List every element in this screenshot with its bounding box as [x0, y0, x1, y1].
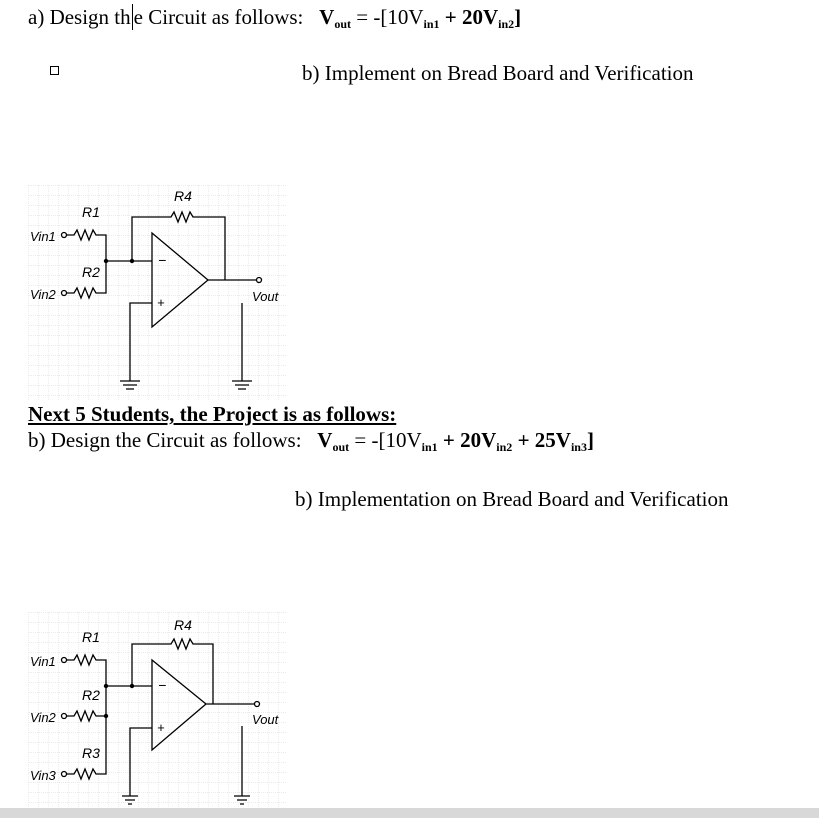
vin2-label: Vin2 [30, 710, 56, 725]
r4-label: R4 [174, 188, 192, 204]
formula-b-eq: = -[10V [349, 428, 422, 452]
vout-symbol: V [317, 428, 333, 452]
vin3-label: Vin3 [30, 768, 56, 783]
grid-background [28, 612, 286, 808]
vout-symbol: V [319, 5, 335, 29]
circuit-diagram-2 [28, 612, 286, 808]
formula-a-mid: + 20V [439, 5, 499, 29]
formula-a-sub1: in1 [423, 17, 440, 31]
implement-a: b) Implement on Bread Board and Verification [302, 61, 694, 85]
formula-b-mid: + 20V [437, 428, 497, 452]
r4-label: R4 [174, 617, 192, 633]
circuit-1-svg [28, 185, 286, 400]
minus-sign: − [158, 252, 167, 268]
next-students-title: Next 5 Students, the Project is as follows: [28, 402, 397, 426]
vout-label: Vout [252, 712, 279, 727]
plus-sign: + [157, 295, 165, 310]
heading-b [28, 428, 594, 452]
formula-b-end: ] [586, 428, 594, 452]
bullet-marker [50, 66, 59, 75]
plus-sign: + [157, 720, 165, 735]
formula-a-end: ] [514, 5, 522, 29]
junction-dot [130, 684, 134, 688]
heading-a-prefix-rest: e Circuit as follows: [133, 5, 304, 29]
r1-label: R1 [82, 629, 100, 645]
vout-sub: out [334, 17, 351, 31]
vout-sub: out [332, 440, 350, 454]
r2-label: R2 [82, 264, 100, 280]
junction-dot [130, 259, 134, 263]
formula-a-eq: = -[10V [350, 5, 424, 29]
vin1-label: Vin1 [30, 229, 56, 244]
formula-a [319, 5, 521, 29]
horizontal-scrollbar[interactable] [0, 808, 819, 818]
heading-a-prefix: a) Design th [28, 5, 131, 29]
minus-sign: − [158, 677, 167, 693]
junction-dot [104, 714, 108, 718]
vout-label: Vout [252, 289, 279, 304]
formula-b-sub2: in2 [496, 440, 513, 454]
formula-b-sub1: in1 [421, 440, 438, 454]
circuit-diagram-1 [28, 185, 286, 400]
vin1-label: Vin1 [30, 654, 56, 669]
text-cursor [132, 4, 133, 30]
r3-label: R3 [82, 745, 100, 761]
r1-label: R1 [82, 204, 100, 220]
formula-b-sub3: in3 [570, 440, 587, 454]
circuit-2-svg [28, 612, 286, 808]
formula-a-sub2: in2 [498, 17, 515, 31]
junction-dot [104, 259, 108, 263]
formula-b-mid2: + 25V [512, 428, 571, 452]
implement-b: b) Implementation on Bread Board and Verification [295, 487, 729, 511]
r2-label: R2 [82, 687, 100, 703]
heading-b-prefix: b) Design the Circuit as follows: [28, 428, 302, 452]
vin2-label: Vin2 [30, 287, 56, 302]
junction-dot [104, 684, 108, 688]
heading-a [28, 4, 521, 30]
formula-b [317, 428, 594, 452]
